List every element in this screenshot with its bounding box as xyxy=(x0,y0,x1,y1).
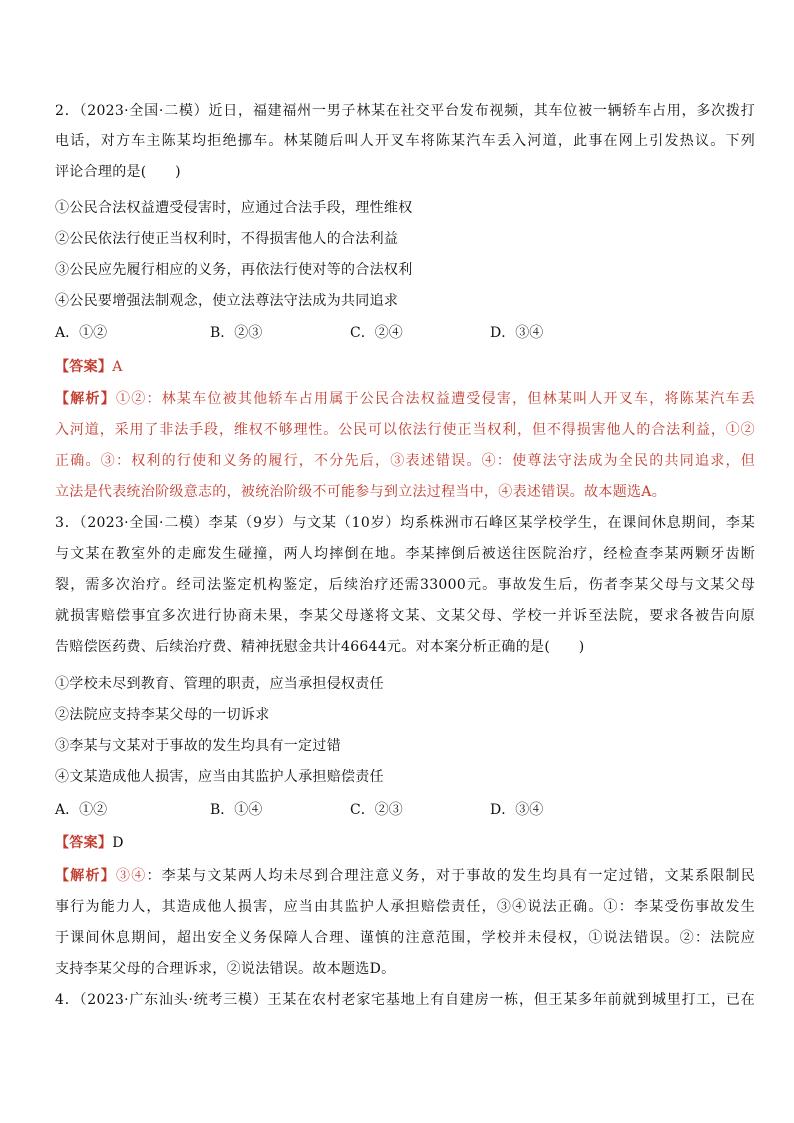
answer-tag: 【答案】 xyxy=(55,835,113,851)
option-b: B．②③ xyxy=(210,325,263,341)
question-stem-line: 3．（2023·全国·二模）李某（9岁）与文某（10岁）均系株洲市石峰区某学校学生，在课间休息期间，李某 xyxy=(55,515,755,531)
analysis-line: 入河道，采用了非法手段，维权不够理性。公民可以依法行使正当权利，但不得损害他人的合法利益，①② xyxy=(55,422,755,438)
analysis-line: 事行为能力人，其造成他人损害，应当由其监护人承担赔偿责任，③④说法正确。①：李某受伤事故发生 xyxy=(55,899,755,915)
analysis-tag: 【解析】 xyxy=(55,391,116,407)
statement-item: ①学校未尽到教育、管理的职责，应当承担侵权责任 xyxy=(55,676,384,692)
question-stem-line: 就损害赔偿事宜多次进行协商未果，李某父母遂将文某、文某父母、学校一并诉至法院，要求各被告向原 xyxy=(55,608,755,624)
question-stem-line: 与文某在教室外的走廊发生碰撞，两人均摔倒在地。李某摔倒后被送往医院治疗，经检查李某两颗牙齿断 xyxy=(55,546,755,562)
choice-options xyxy=(55,800,755,820)
choice-options xyxy=(55,323,755,343)
statement-item: ③李某与文某对于事故的发生均具有一定过错 xyxy=(55,738,341,754)
question-stem-line: 2．（2023·全国·二模）近日，福建福州一男子林某在社交平台发布视频，其车位被一辆轿车占用，多次拨打 xyxy=(55,103,755,119)
question-stem-line: 告赔偿医药费、后续治疗费、精神抚慰金共计46644元。对本案分析正确的是( ) xyxy=(55,639,585,655)
analysis-line: 支持李某父母的合理诉求，②说法错误。故本题选D。 xyxy=(55,961,396,977)
analysis-text xyxy=(116,391,755,407)
option-c: C．②③ xyxy=(350,802,403,818)
analysis-line: 立法是代表统治阶级意志的，被统治阶级不可能参与到立法过程当中，④表述错误。故本题选A。 xyxy=(55,484,667,500)
statement-item: ④公民要增强法制观念，使立法尊法守法成为共同追求 xyxy=(55,293,399,309)
answer-value: A xyxy=(112,359,123,375)
analysis-lead: ③④ xyxy=(115,868,147,884)
answer-line xyxy=(55,833,755,853)
option-c: C．②④ xyxy=(350,325,403,341)
answer-line xyxy=(55,357,755,377)
answer-value: D xyxy=(112,835,124,851)
analysis-body: ：林某车位被其他轿车占用属于公民合法权益遭受侵害，但林某叫人开叉车，将陈某汽车丢 xyxy=(146,391,755,407)
option-b: B．①④ xyxy=(210,802,263,818)
question-stem-line: 裂，需多次治疗。经司法鉴定机构鉴定，后续治疗还需33000元。事故发生后，伤者李某父母与文某父母 xyxy=(55,577,755,593)
analysis-line xyxy=(55,389,755,409)
question-stem-line: 评论合理的是( ) xyxy=(55,164,181,180)
analysis-line: 正确。③：权利的行使和义务的履行，不分先后，③表述错误。④：使尊法守法成为全民的共同追求，但 xyxy=(55,453,755,469)
statement-item: ②公民依法行使正当权利时，不得损害他人的合法利益 xyxy=(55,231,399,247)
option-a: A．①② xyxy=(55,802,108,818)
answer-tag: 【答案】 xyxy=(55,359,113,375)
option-d: D．③④ xyxy=(490,802,544,818)
question-stem-line: 电话，对方车主陈某均拒绝挪车。林某随后叫人开叉车将陈某汽车丢入河道，此事在网上引发热议。下列 xyxy=(55,133,755,149)
analysis-lead: ①② xyxy=(115,391,147,407)
statement-item: ②法院应支持李某父母的一切诉求 xyxy=(55,707,270,723)
analysis-tag: 【解析】 xyxy=(55,868,116,884)
statement-item: ④文某造成他人损害，应当由其监护人承担赔偿责任 xyxy=(55,769,384,785)
statement-item: ①公民合法权益遭受侵害时，应通过合法手段，理性维权 xyxy=(55,200,413,216)
question-stem-line: 4．（2023·广东汕头·统考三模）王某在农村老家宅基地上有自建房一栋，但王某多年前就到城里打工，已在 xyxy=(55,992,755,1008)
option-d: D．③④ xyxy=(490,325,544,341)
analysis-body: ：李某与文某两人均未尽到合理注意义务，对于事故的发生均具有一定过错，文某系限制民 xyxy=(146,868,755,884)
analysis-line: 于课间休息期间，超出安全义务保障人合理、谨慎的注意范围，学校并未侵权，①说法错误。②：法院应 xyxy=(55,930,755,946)
analysis-line xyxy=(55,866,755,886)
statement-item: ③公民应先履行相应的义务，再依法行使对等的合法权利 xyxy=(55,262,413,278)
option-a: A．①② xyxy=(55,325,108,341)
